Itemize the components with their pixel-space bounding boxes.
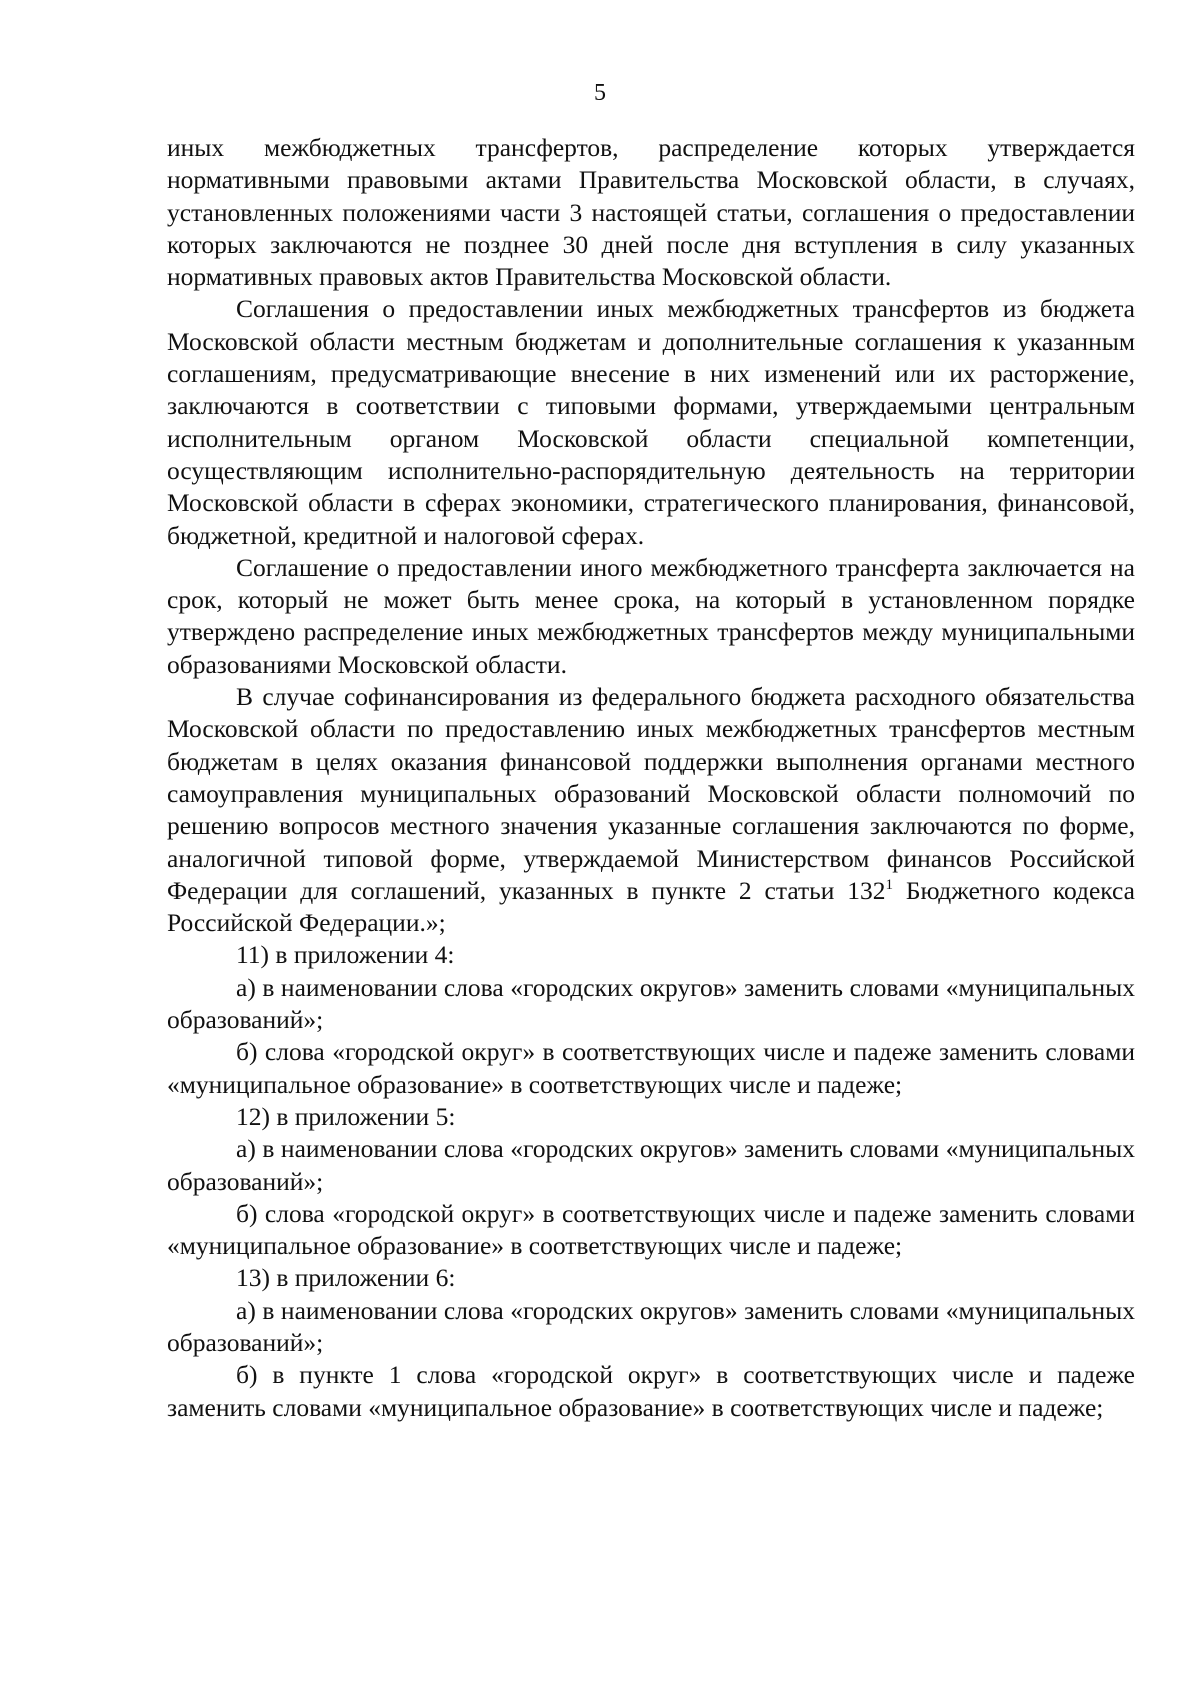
- item-11-b: б) слова «городской округ» в соответствующих числе и падеже заменить словами «муниципальное образование» в соответствующих числе и падеже;: [167, 1037, 1135, 1099]
- cofinancing-text-end: Бюджетного кодекса Российской Федерации.»;: [167, 875, 1135, 938]
- item-11-heading: 11) в приложении 4:: [236, 940, 455, 970]
- document-body: [167, 132, 1135, 1424]
- item-12-heading: 12) в приложении 5:: [236, 1101, 456, 1131]
- paragraph-agreement-term: Соглашение о предоставлении иного межбюджетного трансферта заключается на срок, который не может быть менее срока, на который в установленном порядке утверждено распределение иных межбюджетных трансфертов между муниципальными образованиями Московской области.: [167, 552, 1135, 679]
- page-number: 5: [594, 80, 606, 106]
- item-13-heading: 13) в приложении 6:: [236, 1263, 456, 1293]
- paragraph-agreements-forms: Соглашения о предоставлении иных межбюджетных трансфертов из бюджета Московской области местным бюджетам и дополнительные соглашения к указанным соглашениям, предусматривающие внесение в них изменений или их расторжение, заключаются в соответствии с типовыми формами, утверждаемыми центральным исполнительным органом Московской области специальной компетенции, осуществляющим исполнительно-распорядительную деятельность на территории Московской области в сферах экономики, стратегического планирования, финансовой, бюджетной, кредитной и налоговой сферах.: [167, 294, 1135, 550]
- item-11-a: а) в наименовании слова «городских округов» заменить словами «муниципальных образований»;: [167, 972, 1135, 1035]
- paragraph-cofinancing: [167, 681, 1135, 939]
- item-13-b: б) в пункте 1 слова «городской округ» в соответствующих числе и падеже заменить словами «муниципальное образование» в соответствующих числе и падеже;: [167, 1360, 1135, 1422]
- article-superscript: 1: [885, 876, 894, 893]
- paragraph-continuation: иных межбюджетных трансфертов, распределение которых утверждается нормативными правовыми актами Правительства Московской области, в случаях, установленных положениями части 3 настоящей статьи, соглашения о предоставлении которых заключаются не позднее 30 дней после дня вступления в силу указанных нормативных правовых актов Правительства Московской области.: [167, 133, 1135, 292]
- item-12-a: а) в наименовании слова «городских округов» заменить словами «муниципальных образований»;: [167, 1134, 1135, 1196]
- cofinancing-text: В случае софинансирования из федерального бюджета расходного обязательства Московской области по предоставлению иных межбюджетных трансфертов местным бюджетам в целях оказания финансовой поддержки выполнения органами местного самоуправления муниципальных образований Московской области полномочий по решению вопросов местного значения указанные соглашения заключаются по форме, аналогичной типовой форме, утверждаемой Министерством финансов Российской Федерации для соглашений, указанных в пункте 2 статьи 132: [167, 682, 1135, 905]
- item-12-b: б) слова «городской округ» в соответствующих числе и падеже заменить словами «муниципальное образование» в соответствующих числе и падеже;: [167, 1198, 1135, 1261]
- item-13-a: а) в наименовании слова «городских округов» заменить словами «муниципальных образований»;: [167, 1295, 1135, 1357]
